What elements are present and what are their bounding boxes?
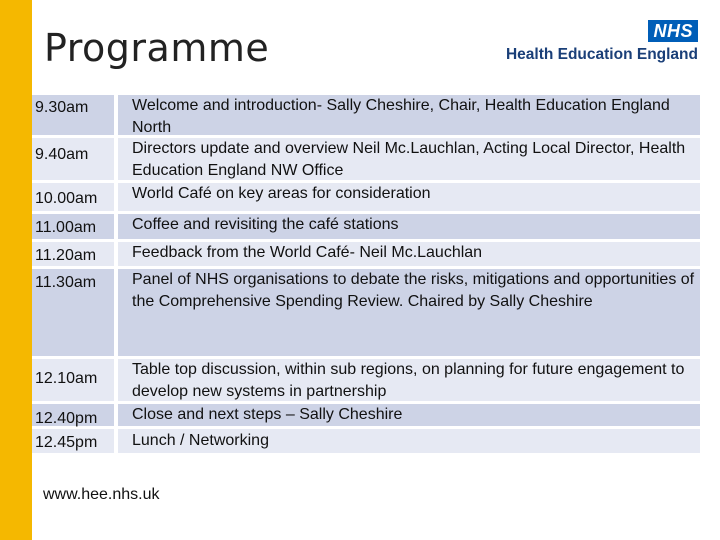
schedule-row — [32, 214, 700, 239]
schedule-row — [32, 183, 700, 211]
row-time: 12.40pm — [32, 404, 114, 426]
row-description: Directors update and overview Neil Mc.Lauchlan, Acting Local Director, Health Education England NW Office — [118, 138, 700, 180]
row-description: Welcome and introduction- Sally Cheshire, Chair, Health Education England North — [118, 95, 700, 135]
row-time: 9.40am — [32, 138, 114, 180]
row-description: Table top discussion, within sub regions, on planning for future engagement to develop new systems in partnership — [118, 359, 700, 401]
schedule-row — [32, 95, 700, 135]
schedule-row — [32, 269, 700, 356]
row-description: World Café on key areas for consideration — [118, 183, 700, 211]
schedule-row — [32, 429, 700, 453]
left-accent-bar — [0, 0, 32, 540]
page-title: Programme — [44, 26, 270, 70]
schedule-row — [32, 359, 700, 401]
row-time: 11.00am — [32, 214, 114, 239]
programme-schedule — [32, 95, 700, 453]
logo-org-name: Health Education England — [505, 46, 698, 63]
row-time: 10.00am — [32, 183, 114, 211]
schedule-row — [32, 138, 700, 180]
row-description: Lunch / Networking — [118, 429, 700, 453]
row-time: 11.30am — [32, 269, 114, 356]
row-description: Panel of NHS organisations to debate the risks, mitigations and opportunities of the Comprehensive Spending Review. Chaired by Sally Cheshire — [118, 269, 700, 356]
row-description: Close and next steps – Sally Cheshire — [118, 404, 700, 426]
row-description: Coffee and revisiting the café stations — [118, 214, 700, 239]
row-time: 12.45pm — [32, 429, 114, 453]
row-description: Feedback from the World Café- Neil Mc.Lauchlan — [118, 242, 700, 266]
row-time: 9.30am — [32, 95, 114, 135]
footer-url[interactable]: www.hee.nhs.uk — [43, 486, 160, 503]
row-time: 11.20am — [32, 242, 114, 266]
hee-logo — [478, 20, 698, 70]
schedule-row — [32, 404, 700, 426]
schedule-row — [32, 242, 700, 266]
nhs-logo-badge: NHS — [648, 20, 698, 42]
row-time: 12.10am — [32, 359, 114, 401]
